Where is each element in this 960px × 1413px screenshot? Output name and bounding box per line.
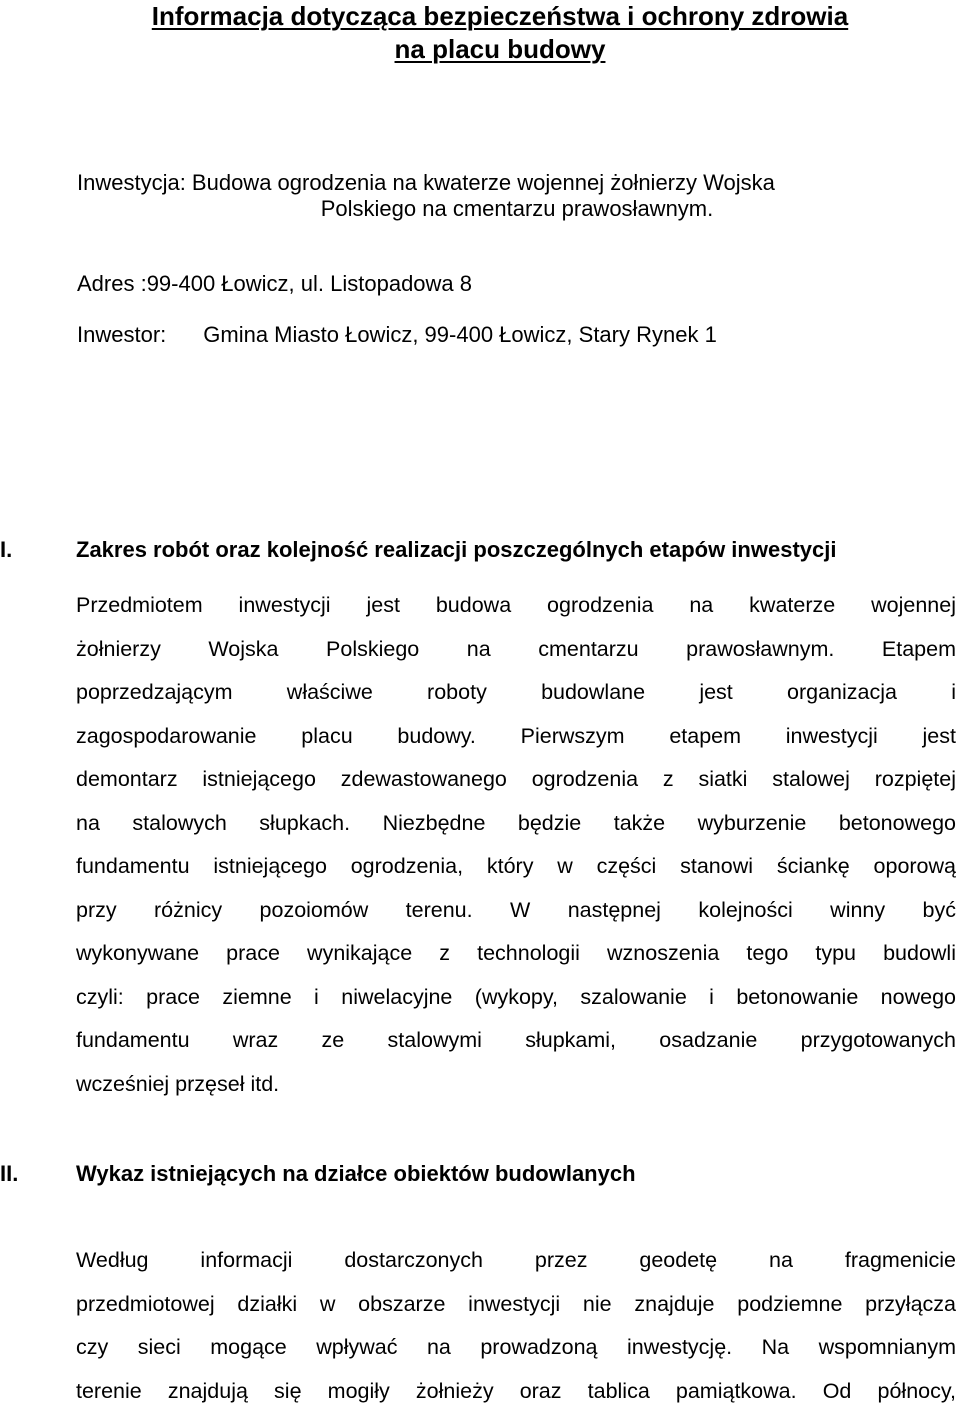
paragraph-line: przy różnicy pozoiomów terenu. W następnej kolejności winny być — [76, 889, 956, 933]
paragraph-line: czy sieci mogące wpływać na prowadzoną inwestycję. Na wspomnianym — [76, 1326, 956, 1370]
section-2-paragraph — [76, 1239, 956, 1413]
paragraph-line: terenie znajdują się mogiły żołnieży oraz tablica pamiątkowa. Od północy, — [76, 1370, 956, 1413]
paragraph-line: czyli: prace ziemne i niwelacyjne (wykopy, szalowanie i betonowanie nowego — [76, 976, 956, 1020]
paragraph-line: Według informacji dostarczonych przez geodetę na fragmenicie — [76, 1239, 956, 1283]
address-line: Adres :99-400 Łowicz, ul. Listopadowa 8 — [77, 271, 472, 297]
investment-line-1: Inwestycja: Budowa ogrodzenia na kwaterze wojennej żołnierzy Wojska — [77, 170, 957, 196]
investor-value: Gmina Miasto Łowicz, 99-400 Łowicz, Stary Rynek 1 — [203, 322, 717, 347]
paragraph-line: zagospodarowanie placu budowy. Pierwszym etapem inwestycji jest — [76, 715, 956, 759]
investment-description — [77, 170, 957, 222]
title-line-2: na placu budowy — [0, 33, 960, 66]
document-title — [0, 0, 960, 66]
paragraph-line: wcześniej przęseł itd. — [76, 1063, 956, 1107]
section-number: II. — [0, 1161, 18, 1187]
paragraph-line: na stalowych słupkach. Niezbędne będzie także wyburzenie betonowego — [76, 802, 956, 846]
paragraph-line: fundamentu istniejącego ogrodzenia, który w części stanowi ściankę oporową — [76, 845, 956, 889]
investor-label: Inwestor: — [77, 322, 166, 347]
paragraph-line: przedmiotowej działki w obszarze inwestycji nie znajduje podziemne przyłącza — [76, 1283, 956, 1327]
paragraph-line: wykonywane prace wynikające z technologii wznoszenia tego typu budowli — [76, 932, 956, 976]
section-1-paragraph — [76, 584, 956, 1106]
investor-line — [77, 322, 717, 348]
section-number: I. — [0, 537, 12, 563]
section-title: Zakres robót oraz kolejność realizacji poszczególnych etapów inwestycji — [76, 537, 836, 563]
investment-line-2: Polskiego na cmentarzu prawosławnym. — [77, 196, 957, 222]
paragraph-line: fundamentu wraz ze stalowymi słupkami, osadzanie przygotowanych — [76, 1019, 956, 1063]
paragraph-line: Przedmiotem inwestycji jest budowa ogrodzenia na kwaterze wojennej — [76, 584, 956, 628]
paragraph-line: demontarz istniejącego zdewastowanego ogrodzenia z siatki stalowej rozpiętej — [76, 758, 956, 802]
section-title: Wykaz istniejących na działce obiektów budowlanych — [76, 1161, 636, 1187]
title-line-1: Informacja dotycząca bezpieczeństwa i ochrony zdrowia — [0, 0, 960, 33]
paragraph-line: poprzedzającym właściwe roboty budowlane jest organizacja i — [76, 671, 956, 715]
paragraph-line: żołnierzy Wojska Polskiego na cmentarzu prawosławnym. Etapem — [76, 628, 956, 672]
